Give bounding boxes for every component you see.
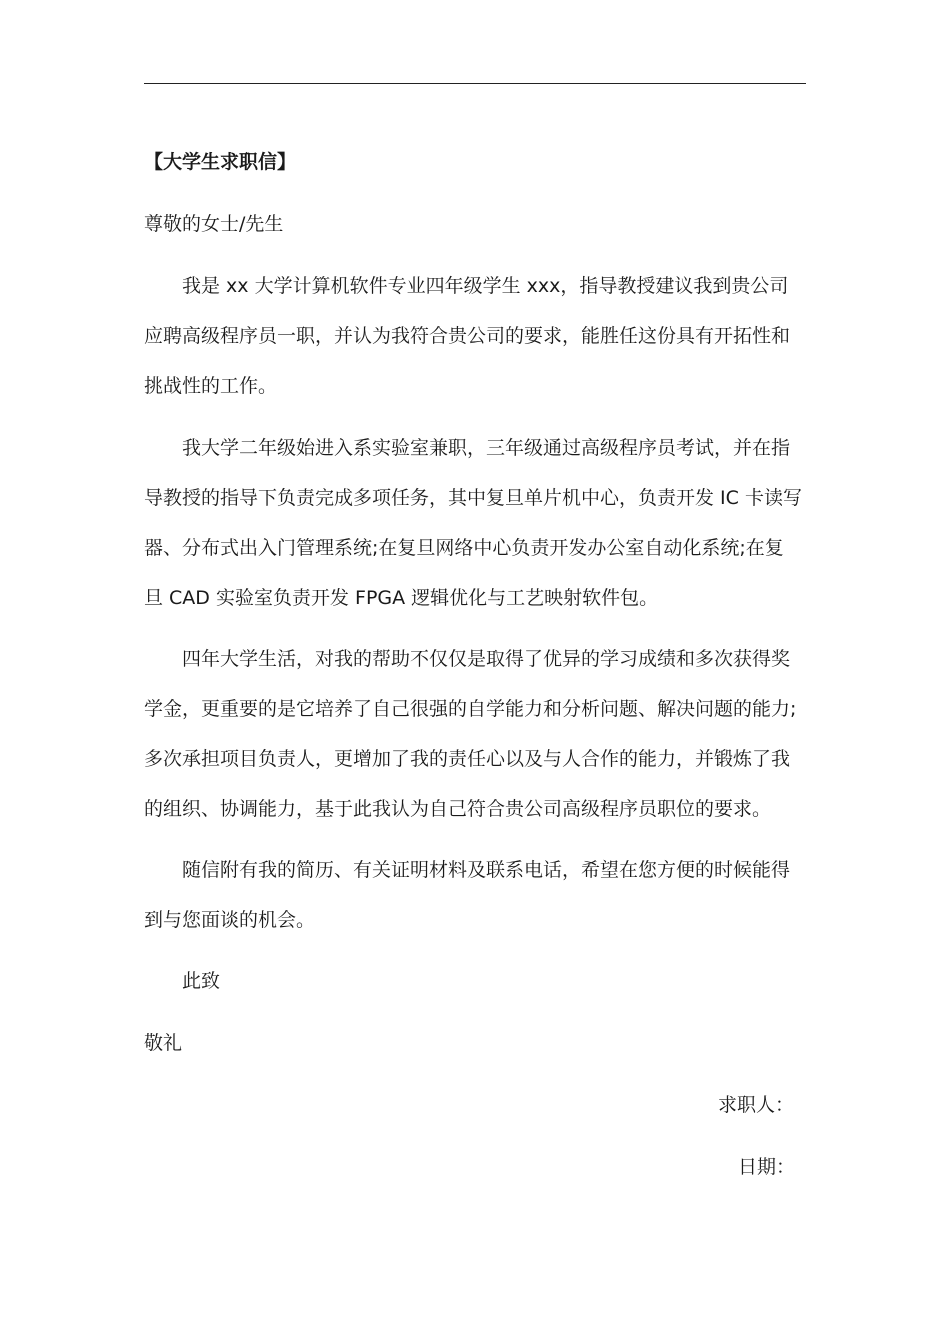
salutation: 尊敬的女士/先生 [144, 213, 284, 235]
paragraph-4-line-2: 到与您面谈的机会。 [144, 909, 316, 931]
applicant-label: 求职人： [718, 1094, 795, 1116]
paragraph-1-line-3: 挑战性的工作。 [144, 375, 278, 397]
paragraph-3-line-4: 的组织、协调能力，基于此我认为自己符合贵公司高级程序员职位的要求。 [144, 798, 772, 820]
letter-title: 【大学生求职信】 [144, 151, 297, 173]
paragraph-4-line-1: 随信附有我的简历、有关证明材料及联系电话，希望在您方便的时候能得 [182, 859, 791, 881]
closing-jing-li: 敬礼 [144, 1032, 183, 1054]
paragraph-2-line-2: 导教授的指导下负责完成多项任务，其中复旦单片机中心，负责开发 IC 卡读写 [144, 487, 802, 509]
paragraph-1-line-2: 应聘高级程序员一职，并认为我符合贵公司的要求，能胜任这份具有开拓性和 [144, 325, 791, 347]
paragraph-3-line-3: 多次承担项目负责人，更增加了我的责任心以及与人合作的能力，并锻炼了我 [144, 748, 791, 770]
paragraph-3-line-2: 学金，更重要的是它培养了自己很强的自学能力和分析问题、解决问题的能力; [144, 698, 797, 720]
header-rule [144, 83, 806, 84]
paragraph-1-line-1: 我是 xx 大学计算机软件专业四年级学生 xxx，指导教授建议我到贵公司 [182, 275, 789, 297]
paragraph-2-line-1: 我大学二年级始进入系实验室兼职，三年级通过高级程序员考试，并在指 [182, 437, 791, 459]
paragraph-2-line-3: 器、分布式出入门管理系统;在复旦网络中心负责开发办公室自动化系统;在复 [144, 537, 784, 559]
closing-ci-zhi: 此致 [182, 970, 221, 992]
date-label: 日期： [738, 1156, 796, 1178]
paragraph-3-line-1: 四年大学生活，对我的帮助不仅仅是取得了优异的学习成绩和多次获得奖 [182, 648, 791, 670]
paragraph-2-line-4: 旦 CAD 实验室负责开发 FPGA 逻辑优化与工艺映射软件包。 [144, 587, 659, 609]
